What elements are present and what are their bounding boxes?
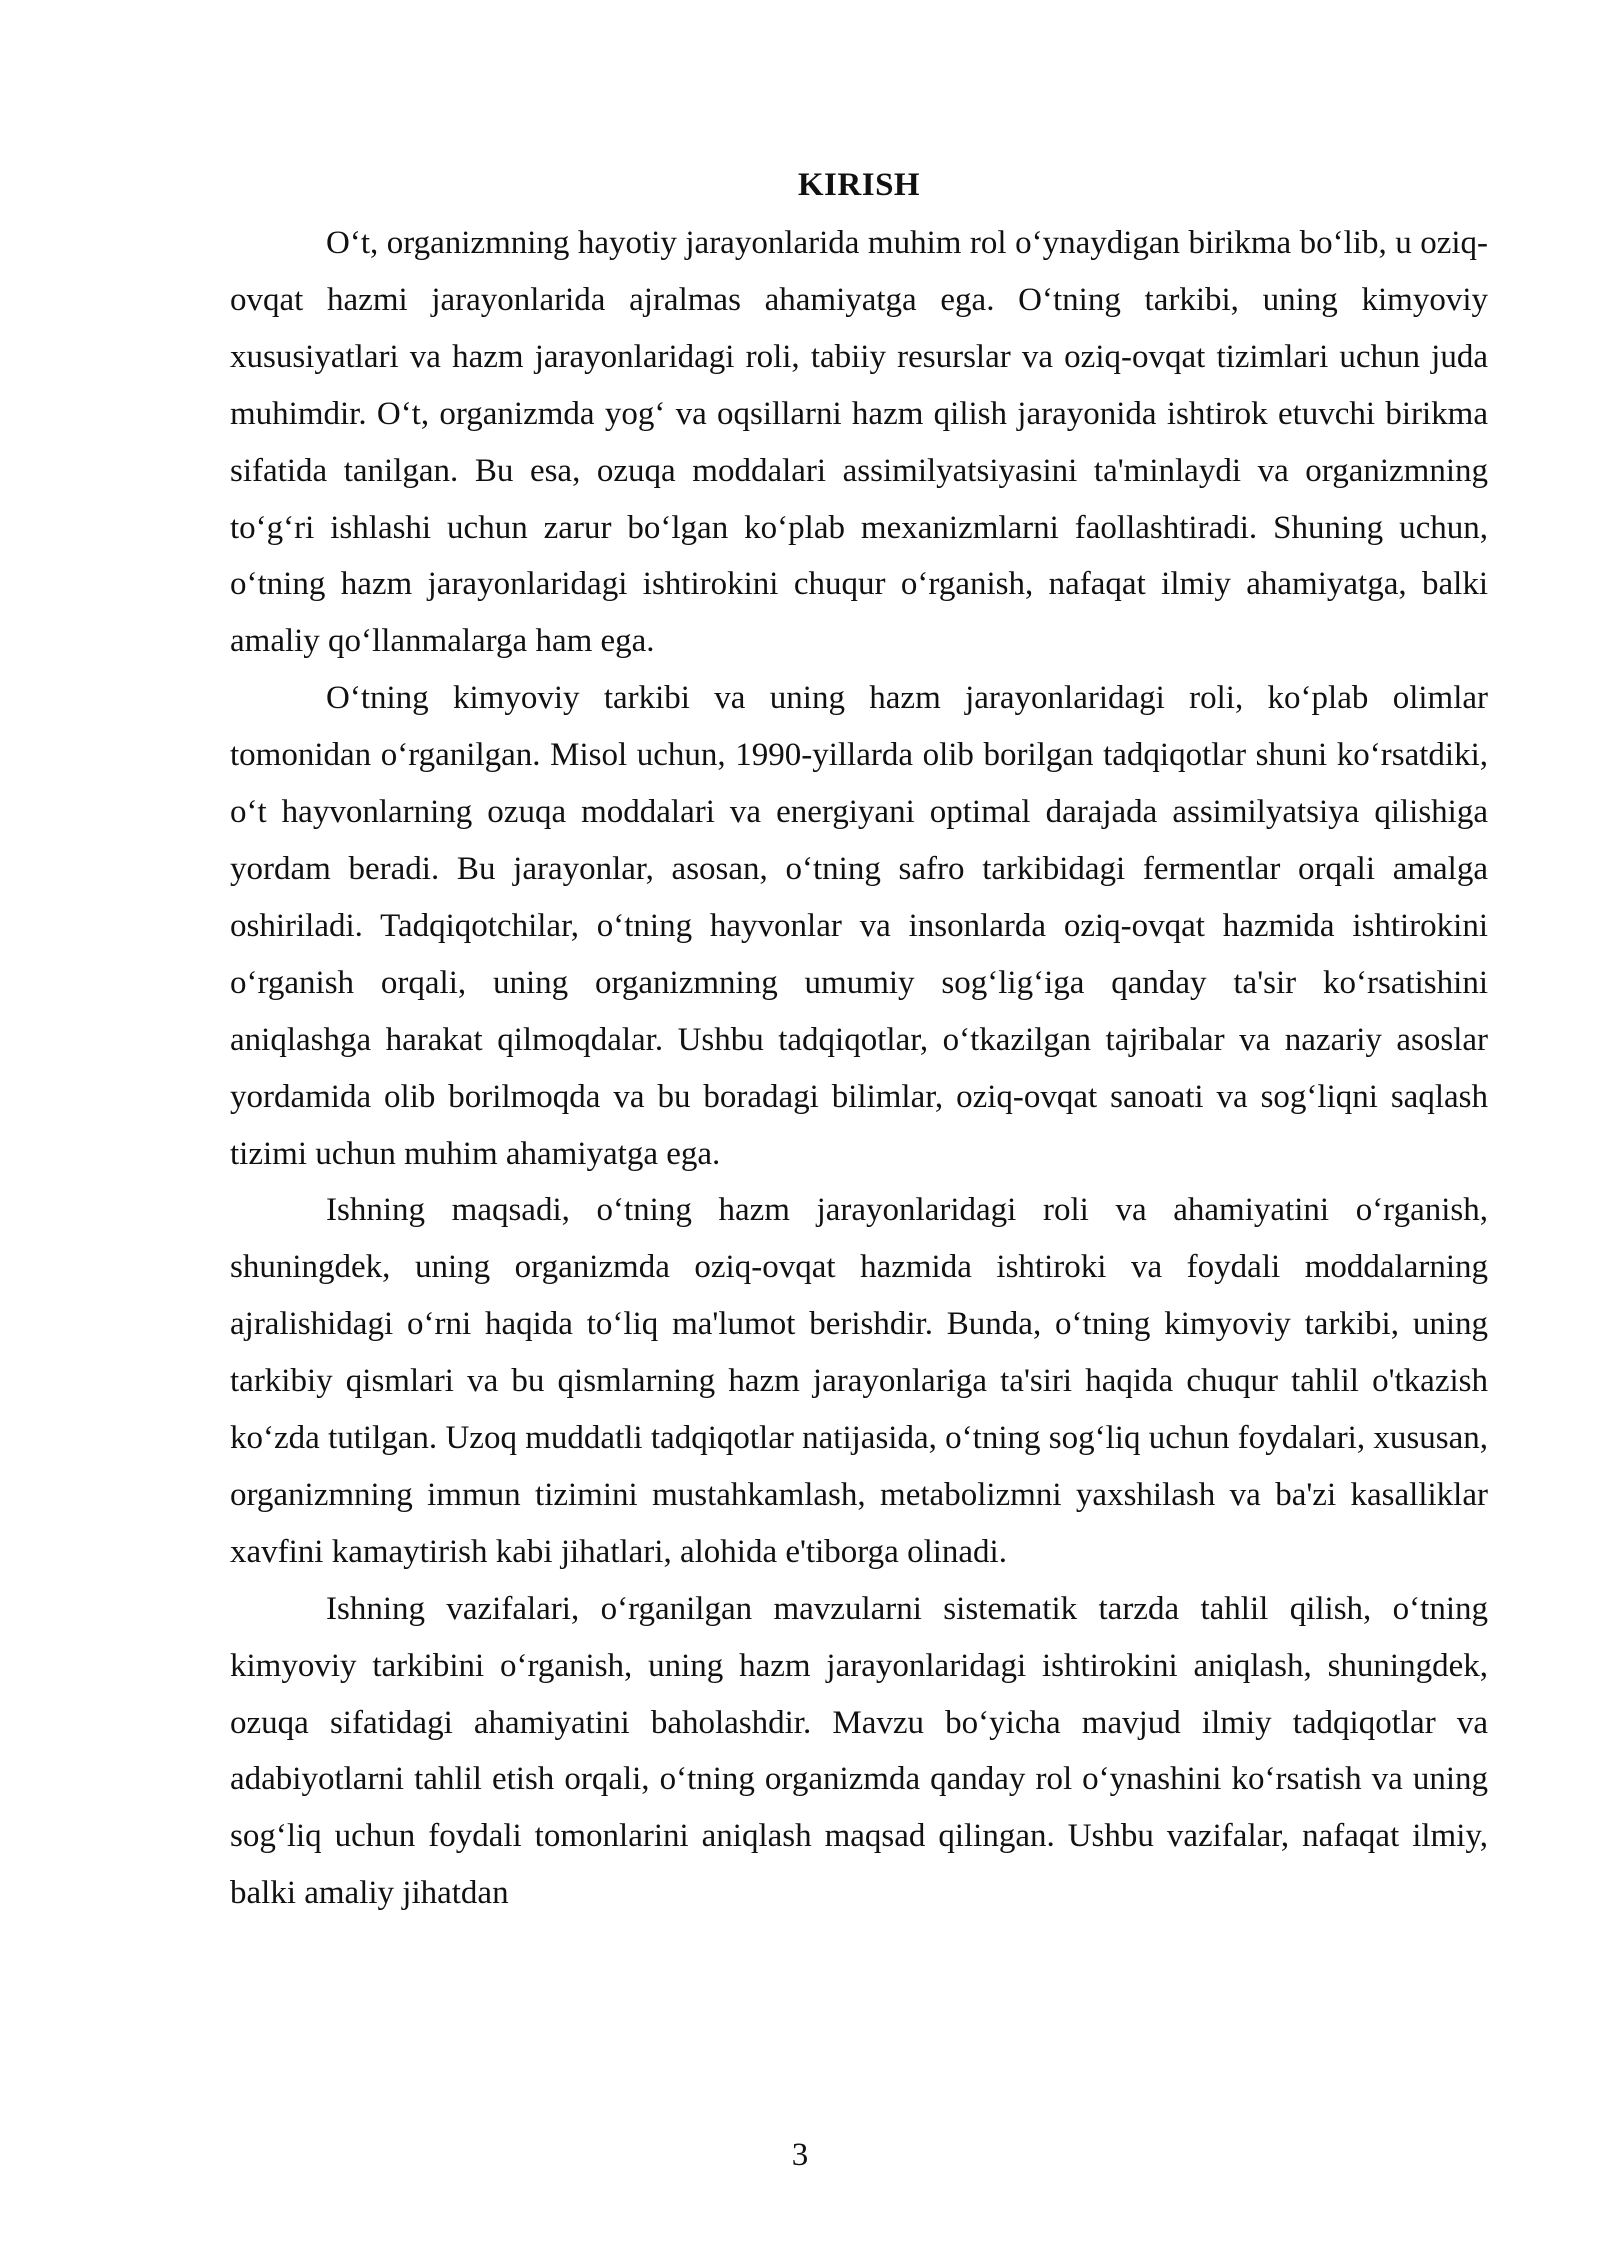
section-heading: KIRISH: [797, 167, 921, 203]
paragraph-intro: O‘t, organizmning hayotiy jarayonlarida muhim rol o‘ynaydigan birikma bo‘lib, u oziq-ovqat hazmi jarayonlarida ajralmas ahamiyatga ega. O‘tning tarkibi, uning kimyoviy xususiyatlari va hazm jarayonlaridagi roli, tabiiy resurslar va oziq-ovqat tizimlari uchun juda muhimdir. O‘t, organizmda yog‘ va oqsillarni hazm qilish jarayonida ishtirok etuvchi birikma sifatida tanilgan. Bu esa, ozuqa moddalari assimilyatsiyasini ta'minlaydi va organizmning to‘g‘ri ishlashi uchun zarur bo‘lgan ko‘plab mexanizmlarni faollashtiradi. Shuning uchun, o‘tning hazm jarayonlaridagi ishtirokini chuqur o‘rganish, nafaqat ilmiy ahamiyatga, balki amaliy qo‘llanmalarga ham ega.: [230, 225, 1488, 660]
paragraph-tasks: Ishning vazifalari, o‘rganilgan mavzularni sistematik tarzda tahlil qilish, o‘tning kimyoviy tarkibini o‘rganish, uning hazm jarayonlaridagi ishtirokini aniqlash, shuningdek, ozuqa sifatidagi ahamiyatini baholashdir. Mavzu bo‘yicha mavjud ilmiy tadqiqotlar va adabiyotlarni tahlil etish orqali, o‘tning organizmda qanday rol o‘ynashini ko‘rsatish va uning sog‘liq uchun foydali tomonlarini aniqlash maqsad qilingan. Ushbu vazifalar, nafaqat ilmiy, balki amaliy jihatdan: [230, 1590, 1488, 1912]
paragraph-goal: Ishning maqsadi, o‘tning hazm jarayonlaridagi roli va ahamiyatini o‘rganish, shuningdek, uning organizmda oziq-ovqat hazmida ishtiroki va foydali moddalarning ajralishidagi o‘rni haqida to‘liq ma'lumot berishdir. Bunda, o‘tning kimyoviy tarkibi, uning tarkibiy qismlari va bu qismlarning hazm jarayonlariga ta'siri haqida chuqur tahlil o'tkazish ko‘zda tutilgan. Uzoq muddatli tadqiqotlar natijasida, o‘tning sog‘liq uchun foydalari, xususan, organizmning immun tizimini mustahkamlash, metabolizmni yaxshilash va ba'zi kasalliklar xavfini kamaytirish kabi jihatlari, alohida e'tiborga olinadi.: [230, 1192, 1488, 1570]
page-content: [230, 162, 1488, 1922]
page-number: 3: [791, 2137, 809, 2173]
paragraph-research-history: O‘tning kimyoviy tarkibi va uning hazm jarayonlaridagi roli, ko‘plab olimlar tomonidan o‘rganilgan. Misol uchun, 1990-yillarda olib borilgan tadqiqotlar shuni ko‘rsatdiki, o‘t hayvonlarning ozuqa moddalari va energiyani optimal darajada assimilyatsiya qilishiga yordam beradi. Bu jarayonlar, asosan, o‘tning safro tarkibidagi fermentlar orqali amalga oshiriladi. Tadqiqotchilar, o‘tning hayvonlar va insonlarda oziq-ovqat hazmida ishtirokini o‘rganish orqali, uning organizmning umumiy sog‘lig‘iga qanday ta'sir ko‘rsatishini aniqlashga harakat qilmoqdalar. Ushbu tadqiqotlar, o‘tkazilgan tajribalar va nazariy asoslar yordamida olib borilmoqda va bu boradagi bilimlar, oziq-ovqat sanoati va sog‘liqni saqlash tizimi uchun muhim ahamiyatga ega.: [230, 680, 1488, 1172]
